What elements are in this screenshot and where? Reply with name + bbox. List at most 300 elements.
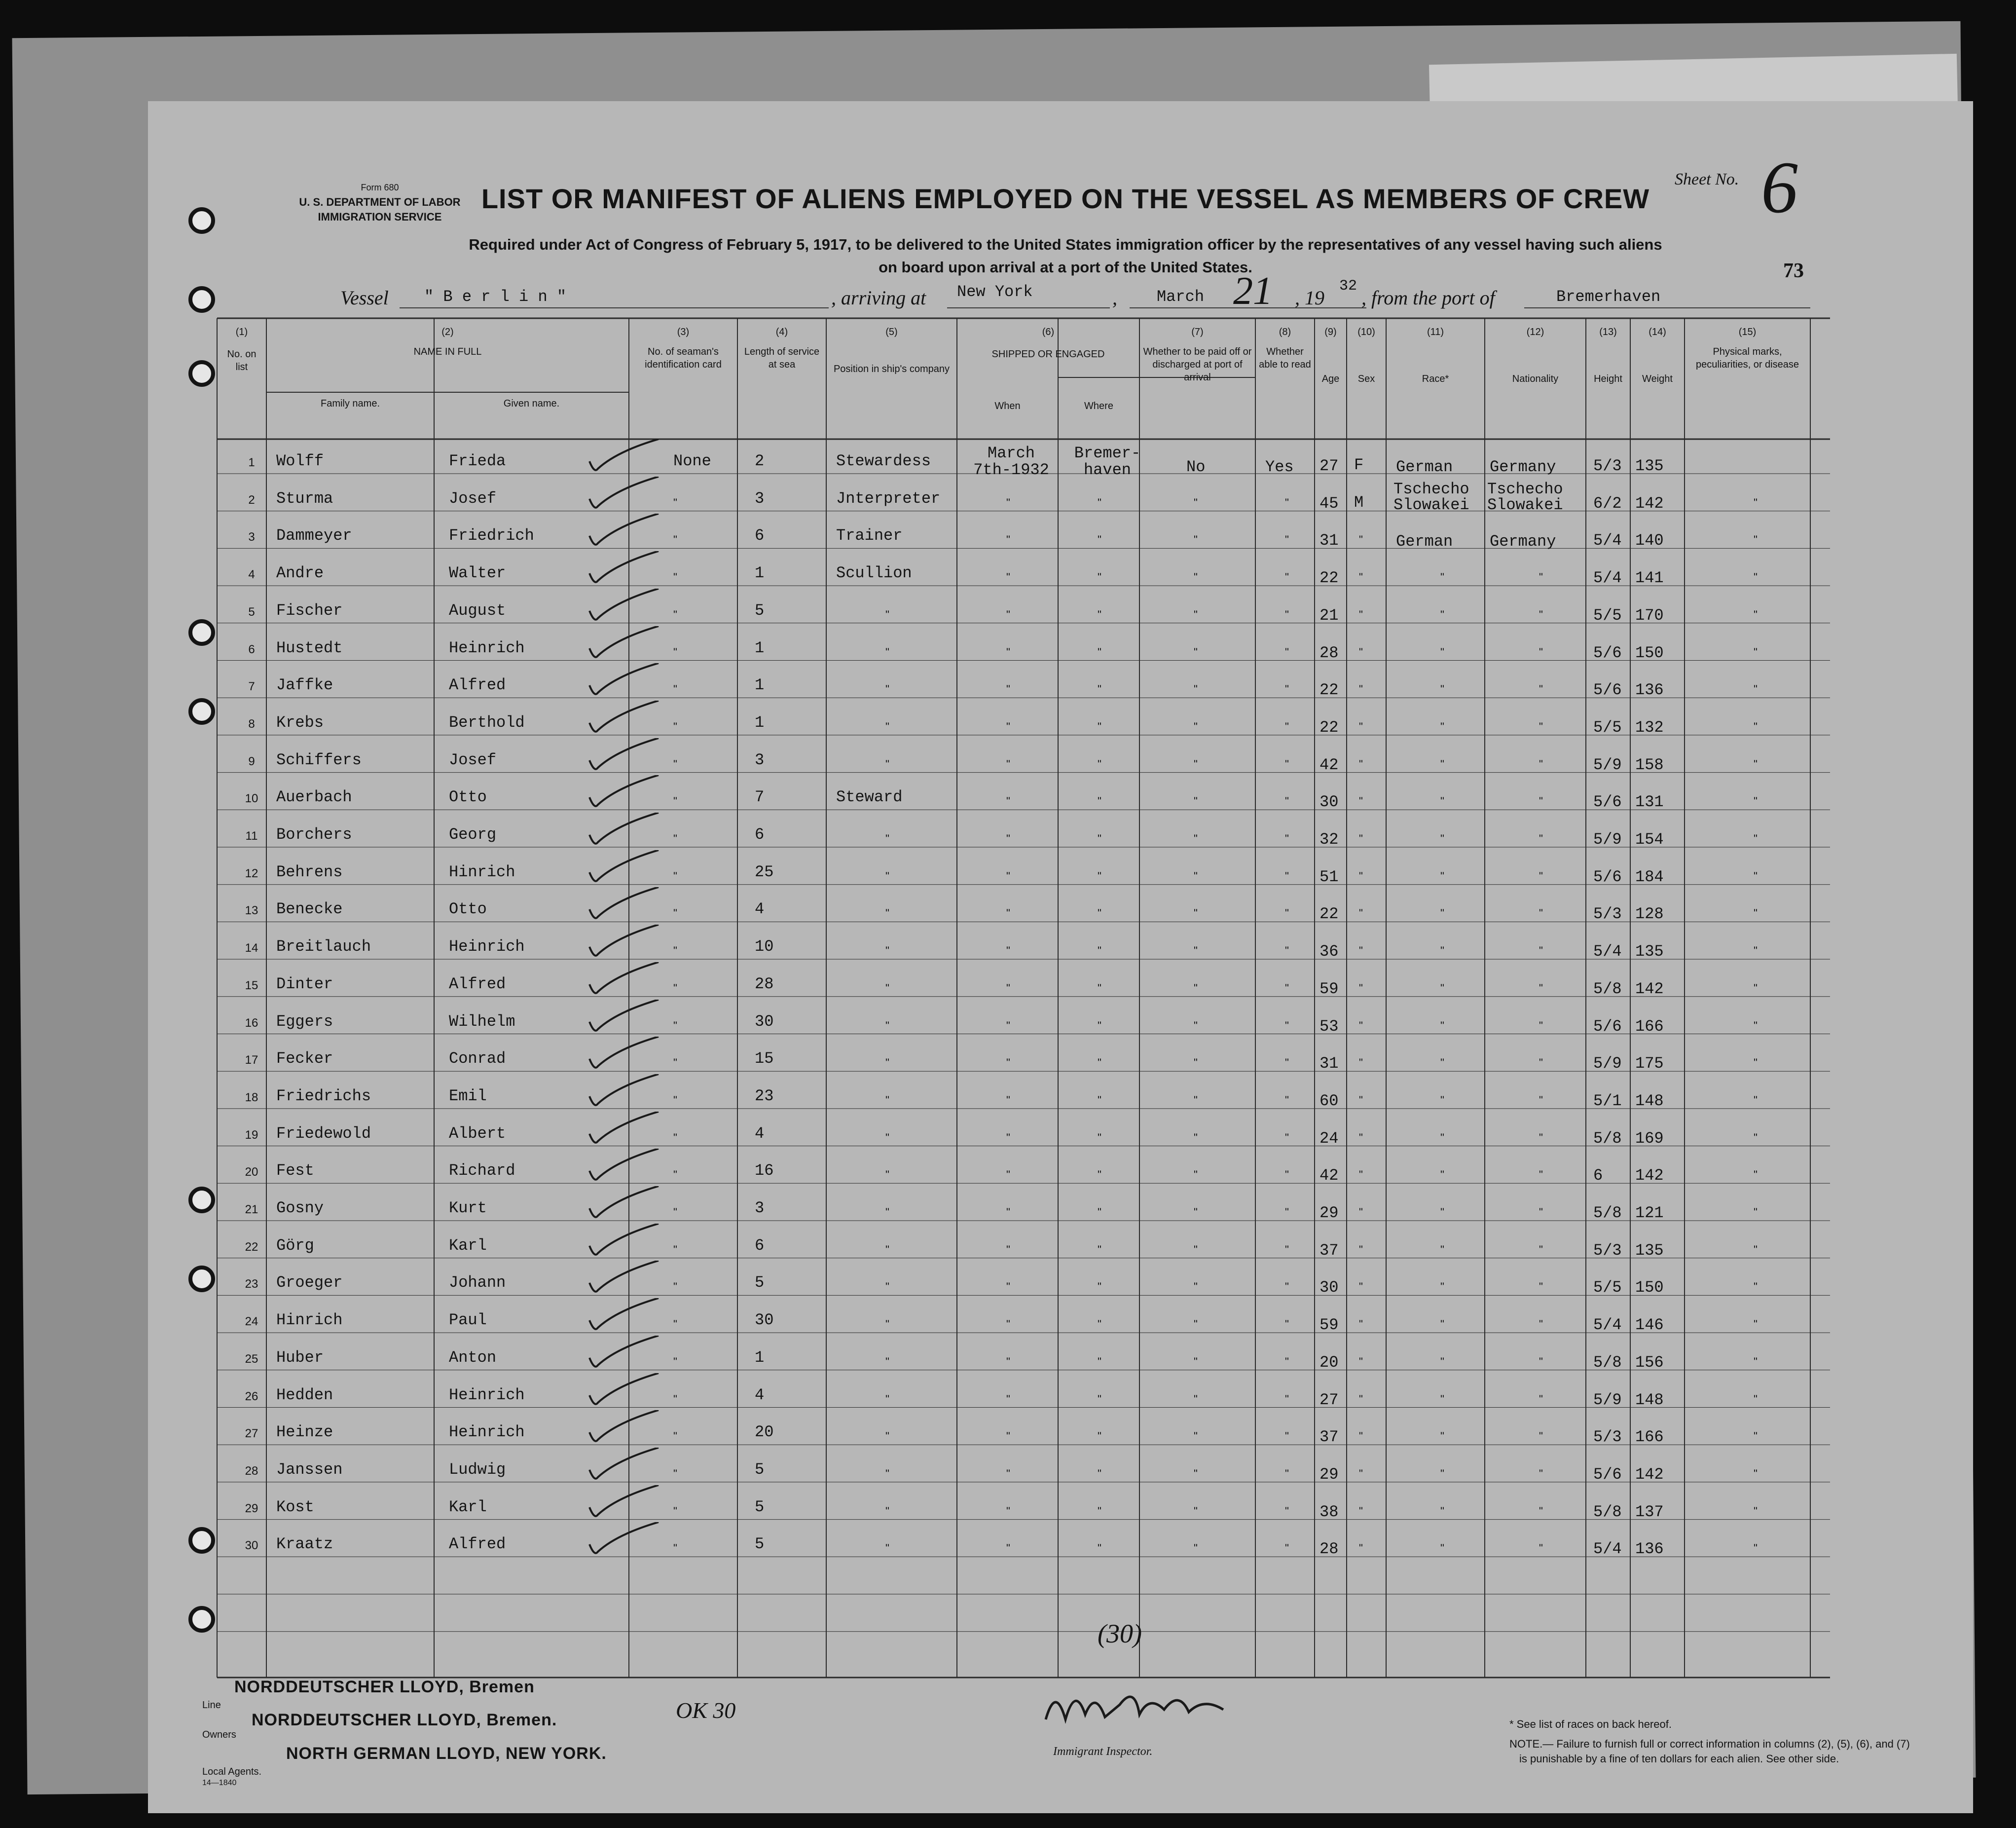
position: " <box>885 683 889 696</box>
column-header-given-name: Given name. <box>503 398 560 409</box>
shipped-where: " <box>1098 1467 1101 1480</box>
comma: , <box>1112 287 1117 309</box>
service-name: IMMIGRATION SERVICE <box>318 211 442 223</box>
column-number-c2: (2) <box>441 327 454 337</box>
shipped-where: " <box>1098 1504 1101 1517</box>
agents-value: NORTH GERMAN LLOYD, NEW YORK. <box>286 1744 607 1763</box>
shipped-where: " <box>1098 1131 1101 1144</box>
family-name: Auerbach <box>276 788 352 807</box>
race: German <box>1396 458 1453 476</box>
height: 5/5 <box>1593 606 1622 625</box>
shipped-where: " <box>1098 571 1101 584</box>
age: 59 <box>1320 979 1339 998</box>
race: Tschecho Slowakei <box>1393 480 1469 514</box>
weight: 148 <box>1635 1091 1664 1110</box>
race: " <box>1440 795 1444 808</box>
seaman-card: " <box>673 533 677 546</box>
nationality: " <box>1539 1430 1543 1443</box>
given-name: Alfred <box>449 1535 506 1554</box>
paid-off: " <box>1194 1093 1198 1106</box>
column-number-c14: (14) <box>1649 327 1666 337</box>
family-name: Huber <box>276 1348 324 1367</box>
paid-off: " <box>1194 1206 1198 1218</box>
age: 20 <box>1320 1353 1339 1372</box>
shipped-when: " <box>1006 571 1010 584</box>
shipped-when: " <box>1006 1430 1010 1443</box>
sex: " <box>1359 1168 1363 1181</box>
sex: " <box>1359 683 1363 696</box>
position: " <box>885 1430 889 1443</box>
shipped-when: " <box>1006 1131 1010 1144</box>
family-name: Hustedt <box>276 638 343 657</box>
shipped-where: " <box>1098 1355 1101 1368</box>
shipped-where: " <box>1098 1056 1101 1069</box>
weight: 141 <box>1635 569 1664 588</box>
age: 27 <box>1320 457 1339 475</box>
shipped-where: " <box>1098 944 1101 957</box>
paid-off: " <box>1194 1355 1198 1368</box>
able-to-read: " <box>1285 533 1289 546</box>
height: 5/8 <box>1593 1129 1622 1148</box>
vessel-label: Vessel <box>340 287 389 309</box>
able-to-read: " <box>1285 496 1289 509</box>
given-name: Hinrich <box>449 862 515 881</box>
given-name: Alfred <box>449 974 506 993</box>
family-name: Görg <box>276 1236 314 1255</box>
weight: 156 <box>1635 1353 1664 1372</box>
family-name: Kost <box>276 1497 314 1516</box>
check-mark <box>587 1336 661 1375</box>
nationality: " <box>1539 720 1543 733</box>
check-mark <box>587 701 661 740</box>
family-name: Andre <box>276 564 324 583</box>
shipped-where: " <box>1098 869 1101 882</box>
age: 36 <box>1320 942 1339 961</box>
service-length: 10 <box>755 937 774 956</box>
sex: " <box>1359 608 1363 621</box>
check-mark <box>587 775 661 815</box>
shipped-when: " <box>1006 981 1010 994</box>
nationality: " <box>1539 1318 1543 1331</box>
year-prefix: , 19 <box>1295 287 1324 309</box>
sheet-label: Sheet No. <box>1675 170 1739 188</box>
weight: 142 <box>1635 494 1664 513</box>
sex: " <box>1359 757 1363 770</box>
seaman-card: " <box>673 1093 677 1106</box>
row-number: 3 <box>248 530 255 544</box>
check-mark <box>587 962 661 1002</box>
family-name: Dammeyer <box>276 526 352 545</box>
check-mark <box>587 551 661 591</box>
shipped-when: " <box>1006 496 1010 509</box>
check-mark <box>587 1410 661 1450</box>
shipped-where: " <box>1098 1280 1101 1293</box>
shipped-when: " <box>1006 907 1010 920</box>
check-mark <box>587 663 661 703</box>
position: " <box>885 907 889 920</box>
race: " <box>1440 1430 1444 1443</box>
paid-off: " <box>1194 1280 1198 1293</box>
shipped-where: Bremer- haven <box>1074 444 1141 479</box>
seaman-card: " <box>673 720 677 733</box>
column-header-c5: Position in ship's company <box>833 364 950 374</box>
weight: 131 <box>1635 793 1664 812</box>
shipped-when: " <box>1006 1542 1010 1555</box>
weight: 142 <box>1635 1465 1664 1484</box>
service-length: 28 <box>755 974 774 993</box>
height: 5/1 <box>1593 1091 1622 1110</box>
able-to-read: " <box>1285 1504 1289 1517</box>
age: 29 <box>1320 1465 1339 1484</box>
physical-marks: " <box>1754 795 1758 808</box>
seaman-card: " <box>673 1168 677 1181</box>
paid-off: " <box>1194 1430 1198 1443</box>
age: 37 <box>1320 1428 1339 1447</box>
paid-off: " <box>1194 757 1198 770</box>
column-header-c11: Race* <box>1422 373 1449 384</box>
manifest-sheet <box>148 101 1973 1813</box>
line-label: Line <box>202 1700 221 1711</box>
physical-marks: " <box>1754 1467 1758 1480</box>
nationality: " <box>1539 869 1543 882</box>
sex: M <box>1354 493 1364 512</box>
seaman-card: " <box>673 496 677 509</box>
shipped-where: " <box>1098 795 1101 808</box>
service-length: 20 <box>755 1423 774 1442</box>
race: " <box>1440 645 1444 658</box>
check-mark <box>587 1485 661 1525</box>
seaman-card: " <box>673 1392 677 1405</box>
physical-marks: " <box>1754 533 1758 546</box>
physical-marks: " <box>1754 1355 1758 1368</box>
nationality: " <box>1539 1392 1543 1405</box>
physical-marks: " <box>1754 1019 1758 1032</box>
position: Jnterpreter <box>836 489 941 508</box>
seaman-card: " <box>673 1467 677 1480</box>
physical-marks: " <box>1754 832 1758 845</box>
row-number: 13 <box>245 904 258 918</box>
sex: " <box>1359 533 1363 546</box>
position: Steward <box>836 788 903 807</box>
column-header-c9: Age <box>1321 373 1340 384</box>
family-name: Hinrich <box>276 1311 343 1330</box>
shipped-when: " <box>1006 683 1010 696</box>
column-header-where: Where <box>1084 401 1113 411</box>
race: " <box>1440 1093 1444 1106</box>
shipped-when: " <box>1006 1206 1010 1218</box>
column-number-c6: (6) <box>1042 327 1055 337</box>
paid-off: " <box>1194 1392 1198 1405</box>
nationality: " <box>1539 1093 1543 1106</box>
able-to-read: " <box>1285 1280 1289 1293</box>
physical-marks: " <box>1754 1280 1758 1293</box>
column-header-c6: SHIPPED OR ENGAGED <box>991 349 1105 360</box>
service-length: 4 <box>755 1124 765 1143</box>
position: " <box>885 944 889 957</box>
check-mark <box>587 1522 661 1562</box>
service-length: 6 <box>755 825 765 844</box>
family-name: Eggers <box>276 1012 333 1031</box>
given-name: Karl <box>449 1497 487 1516</box>
weight: 158 <box>1635 755 1664 774</box>
able-to-read: " <box>1285 981 1289 994</box>
row-number: 28 <box>245 1464 258 1478</box>
seaman-card: " <box>673 1504 677 1517</box>
row-number: 8 <box>248 717 255 731</box>
physical-marks: " <box>1754 720 1758 733</box>
physical-marks: " <box>1754 608 1758 621</box>
shipped-when: " <box>1006 533 1010 546</box>
sex: " <box>1359 1430 1363 1443</box>
physical-marks: " <box>1754 1542 1758 1555</box>
physical-marks: " <box>1754 1243 1758 1256</box>
position: " <box>885 1355 889 1368</box>
nationality: " <box>1539 1168 1543 1181</box>
physical-marks: " <box>1754 1056 1758 1069</box>
able-to-read: " <box>1285 1206 1289 1218</box>
service-length: 1 <box>755 676 765 695</box>
physical-marks: " <box>1754 1206 1758 1218</box>
family-name: Friedrichs <box>276 1086 371 1105</box>
shipped-where: " <box>1098 720 1101 733</box>
service-length: 6 <box>755 1236 765 1255</box>
weight: 135 <box>1635 457 1664 475</box>
service-length: 30 <box>755 1012 774 1031</box>
family-name: Janssen <box>276 1460 343 1479</box>
shipped-where: " <box>1098 608 1101 621</box>
height: 5/4 <box>1593 531 1622 550</box>
weight: 166 <box>1635 1017 1664 1036</box>
age: 37 <box>1320 1241 1339 1260</box>
height: 5/4 <box>1593 569 1622 588</box>
given-name: Heinrich <box>449 638 525 657</box>
column-header-when: When <box>994 401 1021 411</box>
race: " <box>1440 944 1444 957</box>
able-to-read: " <box>1285 1392 1289 1405</box>
row-number: 14 <box>245 941 258 955</box>
race: German <box>1396 532 1453 551</box>
height: 5/9 <box>1593 755 1622 774</box>
shipped-where: " <box>1098 1243 1101 1256</box>
agents-label: Local Agents. <box>202 1766 262 1777</box>
given-name: Karl <box>449 1236 487 1255</box>
position: " <box>885 1056 889 1069</box>
seaman-card: " <box>673 981 677 994</box>
shipped-when: " <box>1006 1318 1010 1331</box>
height: 5/6 <box>1593 867 1622 886</box>
position: " <box>885 1243 889 1256</box>
column-header-c13: Height <box>1594 373 1622 384</box>
race: " <box>1440 907 1444 920</box>
column-number-c5: (5) <box>885 327 898 337</box>
paid-off: " <box>1194 795 1198 808</box>
service-length: 6 <box>755 526 765 545</box>
given-name: Richard <box>449 1161 515 1180</box>
height: 5/5 <box>1593 1278 1622 1297</box>
shipped-when: " <box>1006 1093 1010 1106</box>
position: " <box>885 1504 889 1517</box>
able-to-read: " <box>1285 1243 1289 1256</box>
given-name: Ludwig <box>449 1460 506 1479</box>
height: 5/8 <box>1593 1204 1622 1222</box>
seaman-card: " <box>673 1280 677 1293</box>
service-length: 1 <box>755 638 765 657</box>
able-to-read: " <box>1285 795 1289 808</box>
inspector-signature <box>1036 1675 1243 1739</box>
position: " <box>885 1206 889 1218</box>
row-number: 17 <box>245 1053 258 1067</box>
height: 5/3 <box>1593 1428 1622 1447</box>
shipped-where: " <box>1098 907 1101 920</box>
age: 45 <box>1320 494 1339 513</box>
column-number-c4: (4) <box>775 327 788 337</box>
physical-marks: " <box>1754 1131 1758 1144</box>
family-name: Fischer <box>276 601 343 620</box>
given-name: Berthold <box>449 713 525 732</box>
column-header-c3: No. of seaman's identification card <box>645 346 722 370</box>
position: " <box>885 757 889 770</box>
able-to-read: " <box>1285 1430 1289 1443</box>
shipped-where: " <box>1098 1542 1101 1555</box>
arriving-label: , arriving at <box>831 287 926 309</box>
check-mark <box>587 813 661 852</box>
paid-off: " <box>1194 1318 1198 1331</box>
nationality: " <box>1539 571 1543 584</box>
physical-marks: " <box>1754 944 1758 957</box>
sex: " <box>1359 1542 1363 1555</box>
sex: " <box>1359 1355 1363 1368</box>
physical-marks: " <box>1754 1504 1758 1517</box>
service-length: 23 <box>755 1086 774 1105</box>
sex: " <box>1359 869 1363 882</box>
height: 5/8 <box>1593 1502 1622 1521</box>
weight: 137 <box>1635 1502 1664 1521</box>
seaman-card: " <box>673 944 677 957</box>
position: Stewardess <box>836 452 931 470</box>
age: 31 <box>1320 531 1339 550</box>
height: 5/6 <box>1593 793 1622 812</box>
given-name: Otto <box>449 788 487 807</box>
race: " <box>1440 1280 1444 1293</box>
nationality: " <box>1539 1243 1543 1256</box>
service-length: 3 <box>755 750 765 769</box>
weight: 169 <box>1635 1129 1664 1148</box>
able-to-read: " <box>1285 683 1289 696</box>
family-name: Behrens <box>276 862 343 881</box>
shipped-where: " <box>1098 1430 1101 1443</box>
column-number-c8: (8) <box>1279 327 1291 337</box>
family-name: Benecke <box>276 900 343 919</box>
row-number: 21 <box>245 1203 258 1216</box>
given-name: Alfred <box>449 676 506 695</box>
family-name: Sturma <box>276 489 333 508</box>
row-number: 29 <box>245 1501 258 1515</box>
shipped-when: March 7th-1932 <box>973 444 1049 479</box>
physical-marks: " <box>1754 496 1758 509</box>
physical-marks: " <box>1754 1430 1758 1443</box>
position: " <box>885 832 889 845</box>
family-name: Dinter <box>276 974 333 993</box>
height: 5/9 <box>1593 830 1622 849</box>
row-number: 11 <box>245 829 258 843</box>
check-mark <box>587 1261 661 1300</box>
weight: 136 <box>1635 1540 1664 1559</box>
position: " <box>885 1467 889 1480</box>
arrival-month: March <box>1157 288 1205 306</box>
shipped-where: " <box>1098 496 1101 509</box>
able-to-read: " <box>1285 1056 1289 1069</box>
column-header-c4: Length of service at sea <box>744 346 820 370</box>
shipped-where: " <box>1098 645 1101 658</box>
column-number-c1: (1) <box>235 327 248 337</box>
family-name: Hedden <box>276 1385 333 1404</box>
height: 5/6 <box>1593 1017 1622 1036</box>
nationality: " <box>1539 944 1543 957</box>
arrival-port: New York <box>957 283 1033 301</box>
nationality: " <box>1539 608 1543 621</box>
sex: " <box>1359 1206 1363 1218</box>
paid-off: " <box>1194 1056 1198 1069</box>
nationality: " <box>1539 832 1543 845</box>
check-mark <box>587 1149 661 1188</box>
shipped-when: " <box>1006 795 1010 808</box>
seaman-card: " <box>673 1019 677 1032</box>
fine-note-2: is punishable by a fine of ten dollars for each alien. See other side. <box>1519 1753 1839 1765</box>
check-mark <box>587 1373 661 1413</box>
given-name: Walter <box>449 564 506 583</box>
given-name: Paul <box>449 1311 487 1330</box>
age: 60 <box>1320 1091 1339 1110</box>
height: 5/3 <box>1593 905 1622 924</box>
physical-marks: " <box>1754 1168 1758 1181</box>
shipped-when: " <box>1006 1168 1010 1181</box>
able-to-read: " <box>1285 608 1289 621</box>
seaman-card: " <box>673 1355 677 1368</box>
row-number: 2 <box>248 493 255 507</box>
weight: 170 <box>1635 606 1664 625</box>
paid-off: " <box>1194 944 1198 957</box>
height: 5/5 <box>1593 718 1622 737</box>
able-to-read: " <box>1285 1318 1289 1331</box>
age: 22 <box>1320 905 1339 924</box>
shipped-where: " <box>1098 1168 1101 1181</box>
row-number: 7 <box>248 680 255 694</box>
age: 30 <box>1320 1278 1339 1297</box>
shipped-when: " <box>1006 1280 1010 1293</box>
column-number-c10: (10) <box>1357 327 1375 337</box>
paid-off: " <box>1194 608 1198 621</box>
paid-off: " <box>1194 832 1198 845</box>
shipped-when: " <box>1006 1243 1010 1256</box>
able-to-read: Yes <box>1265 458 1294 476</box>
seaman-card: " <box>673 571 677 584</box>
height: 5/9 <box>1593 1390 1622 1409</box>
height: 5/3 <box>1593 457 1622 475</box>
seaman-card: " <box>673 1243 677 1256</box>
nationality: " <box>1539 1542 1543 1555</box>
given-name: Josef <box>449 489 497 508</box>
physical-marks: " <box>1754 1392 1758 1405</box>
sex: F <box>1354 456 1364 474</box>
family-name: Jaffke <box>276 676 333 695</box>
column-number-c11: (11) <box>1427 327 1444 337</box>
shipped-when: " <box>1006 1019 1010 1032</box>
position: " <box>885 1168 889 1181</box>
nationality: Tschecho Slowakei <box>1487 480 1563 514</box>
seaman-card: " <box>673 1430 677 1443</box>
nationality: " <box>1539 981 1543 994</box>
sex: " <box>1359 1318 1363 1331</box>
